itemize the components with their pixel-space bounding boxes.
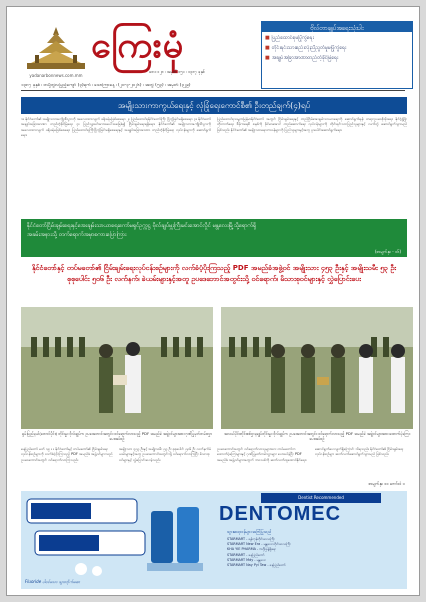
ceremony-photo — [221, 307, 413, 429]
objective-item: ■ ပြည်ထောင်စုမပြိုကွဲရေး — [265, 35, 409, 42]
distributor-list — [227, 537, 407, 568]
distributor-item: STARMART Mdy - မန္တလေး — [227, 557, 267, 562]
ad-badge: Dentist Recommended — [261, 493, 381, 503]
masthead-divider — [21, 90, 405, 91]
newspaper-page — [6, 6, 420, 596]
ad-slogan: Fluoride ပါဝင်သော သွားတိုက်ဆေး — [25, 579, 80, 584]
objectives-title: ဗိုလ်တာချုပ်အရေးသုံးပါး — [262, 22, 412, 32]
story-headline: နိုင်ငံတော်နှင့် တပ်မတော်၏ ငြိမ်းချမ်းရေးလုပ်ငန်းစဉ်များကို လက်ခံပံ့ပိုးကြသည့် PDF အမည်ခံအဖွဲ့ဝင် အမျိုးသား ၄၅၃ ဦးနှင့် အမျိုးသမီး ၅၃ ဦး စုစုပေါင်း ၅၀၆ ဦး လက်နက်၊ ခဲယမ်းများနှင့်အတူ ဥပဒေဘောင်အတွင်းသို့ ဝင်ရောက်၊ မိသားစုဝင်များနှင့် လွှဲပြောင်းပေး — [31, 264, 397, 283]
product-image — [21, 491, 217, 589]
distributor-item: STARMART Nay Pyi Taw - နေပြည်တော် — [227, 563, 286, 568]
story-continued[interactable]: စာမျက်နှာ ၁၀ ကော်လံ ၁ — [368, 481, 405, 486]
banner-line: အခမ်းအနားသို့ တက်ရောက်အမှာစကားပြောကြား — [27, 232, 127, 238]
distributor-item: KHA YIE PHARMA - ဗဟိုဖြန့်ချိရေး — [227, 547, 276, 552]
story-column: ဥပဒေဘောင်အတွင်း ဝင်ရောက်လာသူများအား တပ်မတော်က ထောက်ပံ့ကြေးများနှင့် ဂုဏ်ပြုမှတ်တမ်းလွှာများ ပေးအပ်ခဲ့ပြီး PDF အမည်ခံ အဖွဲ့ဝင်များအတွက် ဘဝသစ်ကို ဆက်လက်ထူထောင်နိုင်ရေး။ — [217, 447, 307, 462]
objective-item: ■ တိုင်းရင်းသားစည်းလုံးညီညွတ်မှုမပြိုကွဲရေး — [265, 45, 409, 52]
brand-name: DENTOMEC — [219, 503, 342, 525]
dateline: ၁၃၈၇ ခုနှစ် ၊ တပို့တွဲလပြည့်ကျော် (၃)ရက် ၊ သောကြာနေ့ ၊ (၂၀-၃-၂၀၂၆) ၊ အတွဲ (၅၃) ၊ အမှတ် (၃၂၉) — [21, 83, 191, 88]
story-column: နေပြည်တော် မတ် ၁၉ ။ ။ နိုင်ငံတော်နှင့် တပ်မတော်၏ ငြိမ်းချမ်းရေးလုပ်ငန်းစဉ်များကို လက်ခံပံ့ပိုးကြသည့် PDF အမည်ခံ အဖွဲ့ဝင်များသည် ဥပဒေဘောင်အတွင်း ဝင်ရောက်လာကြသည်။ — [21, 447, 113, 462]
ceremony-photo — [21, 307, 213, 429]
newspaper-title: ကြေးမုံ — [91, 24, 185, 66]
lead-headline: အမျိုးသားကာကွယ်ရေးနှင့် လုံခြုံရေးကောင်စီ၏ ဦးတည်ချက်(၄)ရပ် — [21, 97, 407, 114]
issue-number: ဘေး ၁၂၈ ၊ အမှတ် ၁၅၁ ၊ ၁၃၈၇ ခုနှစ် — [149, 69, 205, 74]
distributor-item: STARMART - ရန်ကုန်တိုင်းဒေသကြီး — [227, 537, 275, 541]
photo-caption: ရှမ်းပြည်နယ်(တောင်ပိုင်း) တိုင်းမှူး ဗိုလ်ချုပ်က ဥပဒေဘောင်အတွင်း ဝင်ရောက်လာသည့် PDF အမည်ခံ အဖွဲ့ဝင်များအား ဂုဏ်ပြုမှတ်တမ်းလွှာ ပေးအပ်စဉ် — [21, 431, 213, 442]
lead-columns — [21, 117, 407, 213]
website-url: yadanarbonnews.com.mm — [29, 73, 83, 78]
story-column: ဆောင်ရွက်ပေးလျက်ရှိကြောင်း သိရသည်။ နိုင်ငံတော်၏ ငြိမ်းချမ်းရေးလုပ်ငန်းစဉ်များ ဆက်လက်ဆောင်ရွက်သွားမည် ဖြစ်သည်။ — [315, 447, 404, 457]
lead-column: ၁။ နိုင်ငံတော်၏ အမျိုးသားအကျိုးစီးပွားကို အလေးထားလျက် ဖရိုဖရဲမဖြစ်စေရေး၊ ၂။ ပြည်ထောင်စုနိုင်ငံတော်ကြီး ပြိုကွဲခြင်းမရှိစေရေး၊ ၃။ နိုင်ငံတော်အချုပ်အခြာအာဏာ တည်တံ့ခိုင်မြဲရေး၊ ၄။ ပြည်သူ့အင်အားအပေါ်အခြေခံ၍ ငြိမ်းချမ်းရေးရရှိရေး။ နိုင်ငံတော်၏ အမျိုးသားအကျိုးစီးပွားကို အလေးထားလျက် ဖရိုဖရဲမဖြစ်စေရေး၊ ပြည်ထောင်စုကြီးပြိုကွဲခြင်းမရှိစေရေးနှင့် အချုပ်အခြာအာဏာ တည်တံ့ခိုင်မြဲရေး လုပ်ငန်းများကို ဆောင်ရွက်ရေး။ — [21, 117, 211, 138]
story-columns — [21, 447, 407, 487]
story-column: အမျိုးသား ၄၅၃ ဦးနှင့် အမျိုးသမီး ၅၃ ဦး စုစုပေါင်း ၅၀၆ ဦး လက်နက်ခဲယမ်းများနှင့်အတူ ဥပဒေဘောင်အတွင်းသို့ ဝင်ရောက်လာကြပြီး မိသားစုဝင်များနှင့် လွှဲပြောင်းပေးခဲ့သည်။ — [119, 447, 211, 462]
green-banner — [21, 219, 407, 257]
objectives-box — [261, 21, 413, 89]
ad-tagline: သွားဆရာဝန်များ အကြံပြုသည် — [227, 529, 272, 534]
toothpaste-ad[interactable] — [21, 491, 407, 589]
objective-item: ■ အချုပ်အခြာအာဏာတည်တံ့ခိုင်မြဲရေး — [265, 55, 409, 62]
distributor-item: STARMART - နေပြည်တော် — [227, 552, 265, 557]
lead-column: ပြည်ထောင်စုသမ္မတမြန်မာနိုင်ငံတော် အတွင်း ငြိမ်းချမ်းရေးနှင့် တည်ငြိမ်အေးချမ်းသာယာရေးကို ဆောင်ရွက်ရန်၊ တရားဥပဒေစိုးမိုးရေး၊ နိုင်ငံ့ဖွံ့ဖြိုးတိုးတက်ရေး၊ ဒီမိုကရေစီ စနစ်ကို ခိုင်မာအောင် တည်ဆောက်ရေး လုပ်ငန်းများကို တိုင်းရင်းသားပြည်သူများနှင့် လက်တွဲ ဆောင်ရွက်သွားမည်ဖြစ်သည်။ နိုင်ငံတော်၏ အမျိုးသားရေးတာဝန်များကို ပြည်သူများနှင့်အတူ ပူးပေါင်းဆောင်ရွက်ရေး။ — [217, 117, 407, 132]
banner-continued[interactable]: (စာမျက်နှာ - ၁၆) — [374, 249, 401, 254]
pagoda-logo — [21, 25, 91, 73]
photo-caption: အလယ်ပိုင်းတိုင်းစစ်ဌာနချုပ်တိုင်းမှူး ဗိုလ်ချုပ်က ဥပဒေဘောင်အတွင်း ဝင်ရောက်လာသည့် PDF အမည်ခံ အဖွဲ့ဝင်များအား ထောက်ပံ့ကြေး ပေးအပ်စဉ် — [224, 431, 410, 442]
banner-line: နိုင်ငံတော်ငြိမ်းချမ်းရေးနှင့်အေးချမ်းသာယာရေးကော်မရှင်ဥက္ကဋ္ဌ ဗိုလ်ချုပ်မှူးကြီးမင်းအောင်လှိုင် မန္တလေးမြို့သို့ရောက်ရှိ — [27, 223, 257, 229]
distributor-item: STARMART New Era - မန္တလေးတိုင်းဒေသကြီး — [227, 542, 291, 547]
